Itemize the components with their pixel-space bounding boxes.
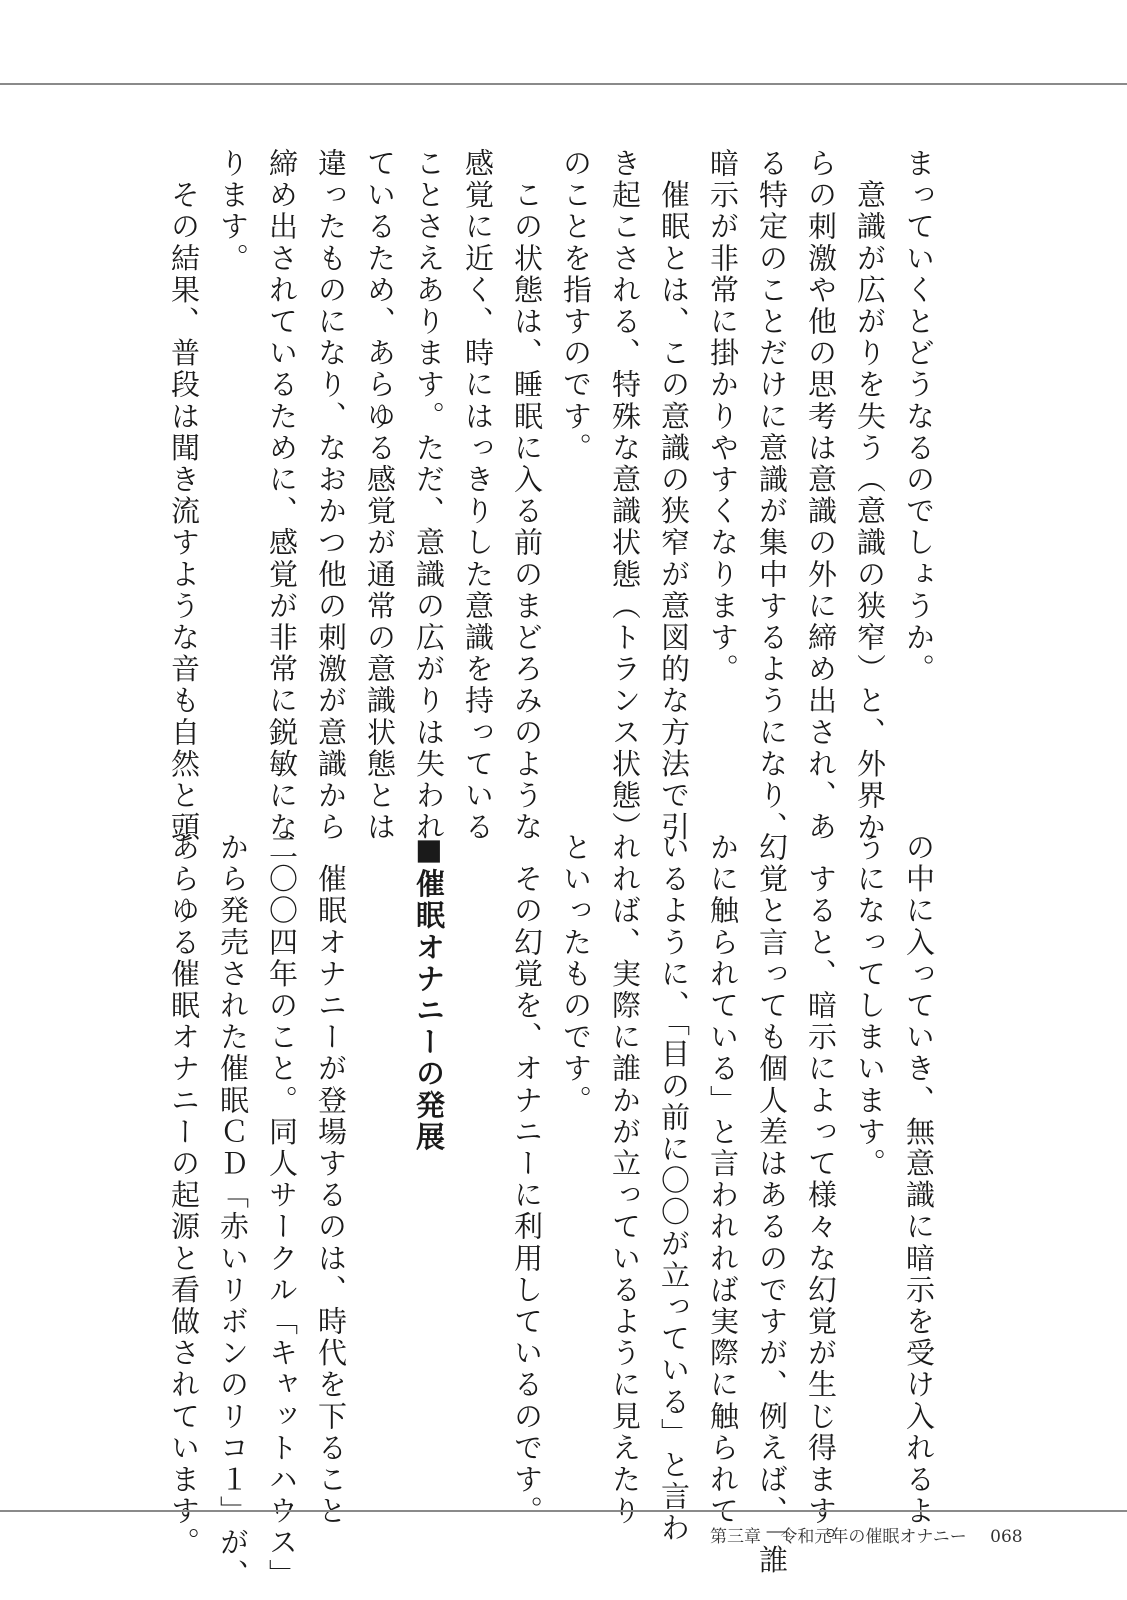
text-line: 感覚に近く、時にはっきりした意識を持っている	[461, 148, 495, 844]
text-line: といったものです。	[559, 832, 593, 1117]
text-line: 催眠とは、この意識の狭窄が意図的な方法で引	[657, 148, 691, 844]
text-line: の中に入っていき、無意識に暗示を受け入れるよ	[902, 832, 936, 1528]
text-line: 意識が広がりを失う（意識の狭窄）と、外界か	[853, 148, 887, 844]
text-line: 締め出されているために、感覚が非常に鋭敏にな	[265, 148, 299, 844]
text-line: のことを指すのです。	[559, 148, 593, 464]
text-line: から発売された催眠ＣＤ「赤いリボンのリコ１」が、	[216, 832, 250, 1591]
text-line: る特定のことだけに意識が集中するようになり、	[755, 148, 789, 844]
text-line: ります。	[216, 148, 250, 275]
section-heading: ■催眠オナニーの発展	[412, 832, 446, 1153]
text-line: かに触られている」と言われれば実際に触られて	[706, 832, 740, 1528]
text-line: 催眠オナニーが登場するのは、時代を下ること	[314, 832, 348, 1528]
text-line: 暗示が非常に掛かりやすくなります。	[706, 148, 740, 686]
text-line: 違ったものになり、なおかつ他の刺激が意識から	[314, 148, 348, 844]
page-footer	[710, 1522, 1023, 1547]
paragraph-spacer	[355, 832, 404, 1442]
text-line: うになってしまいます。	[853, 832, 887, 1180]
paragraph-spacer	[453, 832, 502, 1442]
chapter-title: 令和元年の催眠オナニー	[780, 1527, 967, 1547]
upper-text-block	[159, 148, 943, 844]
text-line: いるように、「目の前に〇〇が立っている」と言わ	[657, 832, 691, 1545]
bottom-rule	[0, 1510, 1127, 1512]
text-line: その幻覚を、オナニーに利用しているのです。	[510, 832, 544, 1528]
text-line: あらゆる催眠オナニーの起源と看做されています。	[167, 832, 201, 1559]
text-line: 幻覚と言っても個人差はあるのですが、例えば、「誰	[755, 832, 789, 1576]
text-line: ことさえあります。ただ、意識の広がりは失われ	[412, 148, 446, 844]
top-rule	[0, 83, 1127, 85]
text-line: この状態は、睡眠に入る前のまどろみのような	[510, 148, 544, 844]
text-line: らの刺激や他の思考は意識の外に締め出され、あ	[804, 148, 838, 844]
text-line: れれば、実際に誰かが立っているように見えたり	[608, 832, 642, 1528]
text-line: すると、暗示によって様々な幻覚が生じ得ます。	[804, 832, 838, 1559]
text-line: まっていくとどうなるのでしょうか。	[902, 148, 936, 686]
text-line: き起こされる、特殊な意識状態（トランス状態）	[608, 148, 642, 844]
page-number: 068	[990, 1527, 1023, 1547]
text-line: その結果、普段は聞き流すような音も自然と頭	[167, 148, 201, 844]
text-line: ているため、あらゆる感覚が通常の意識状態とは	[363, 148, 397, 844]
chapter-label: 第三章	[710, 1527, 761, 1547]
text-line: 二〇〇四年のこと。同人サークル「キャットハウス」	[265, 832, 299, 1591]
